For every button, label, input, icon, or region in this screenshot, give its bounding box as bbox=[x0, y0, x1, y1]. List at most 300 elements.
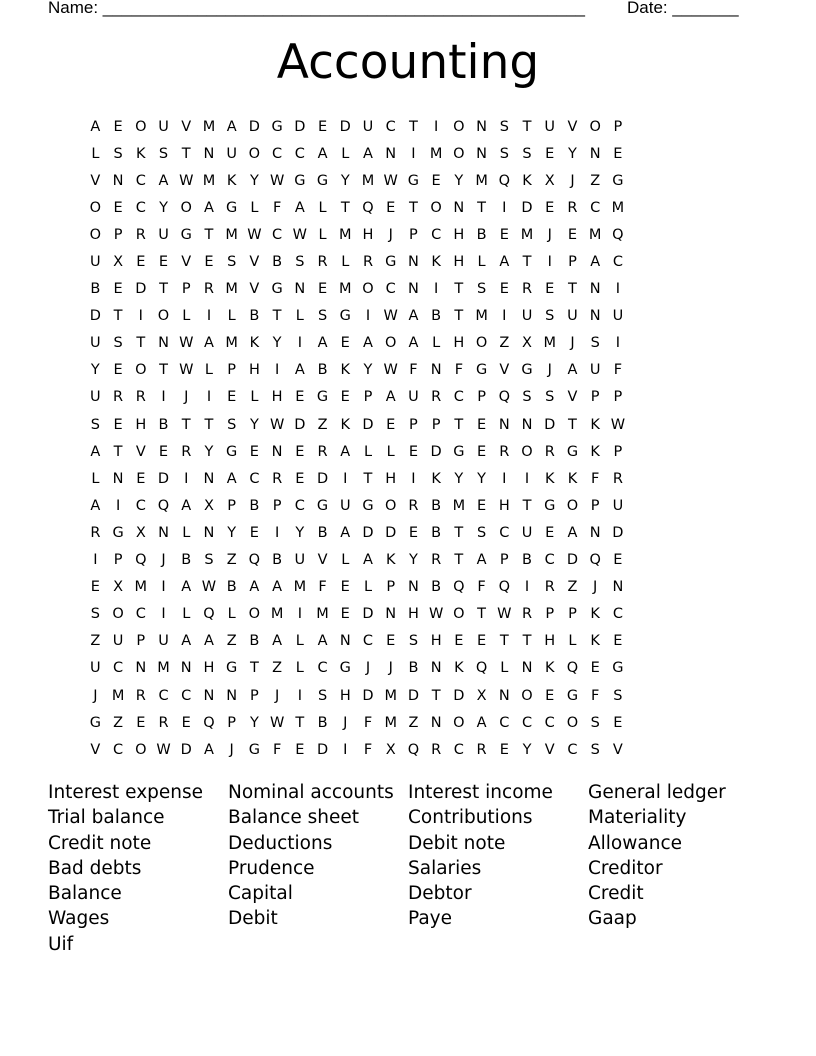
grid-letter: U bbox=[544, 118, 556, 135]
grid-letter: P bbox=[568, 606, 577, 623]
word-list-item: Prudence bbox=[228, 857, 315, 879]
grid-letter: E bbox=[499, 226, 509, 243]
grid-letter: P bbox=[613, 443, 623, 460]
grid-letter: C bbox=[385, 281, 396, 298]
grid-letter: X bbox=[203, 497, 214, 514]
word-list-item: Interest expense bbox=[48, 782, 204, 803]
grid-letter: S bbox=[545, 389, 555, 406]
grid-letter: E bbox=[386, 633, 396, 650]
word-list-item: Trial balance bbox=[48, 807, 165, 829]
grid-letter: M bbox=[202, 172, 216, 189]
grid-letter: A bbox=[385, 389, 396, 406]
grid-letter: P bbox=[613, 118, 623, 135]
grid-letter: L bbox=[250, 199, 259, 216]
grid-letter: R bbox=[317, 443, 328, 460]
grid-letter: O bbox=[135, 118, 147, 135]
grid-letter: G bbox=[271, 281, 283, 298]
grid-letter: G bbox=[544, 497, 556, 514]
grid-letter: H bbox=[407, 606, 419, 623]
word-list-item: Contributions bbox=[408, 807, 533, 829]
grid-letter: M bbox=[588, 226, 602, 243]
grid-letter: K bbox=[340, 362, 351, 379]
grid-letter: W bbox=[201, 579, 217, 596]
grid-letter: H bbox=[430, 633, 442, 650]
grid-letter: O bbox=[453, 714, 465, 731]
grid-letter: V bbox=[249, 281, 260, 298]
word-list-item: Nominal accounts bbox=[228, 782, 394, 803]
grid-letter: U bbox=[521, 524, 533, 541]
grid-letter: Q bbox=[203, 714, 215, 731]
grid-letter: N bbox=[453, 199, 465, 216]
grid-letter: N bbox=[203, 145, 215, 162]
grid-letter: T bbox=[295, 714, 305, 731]
grid-letter: M bbox=[225, 281, 238, 298]
grid-letter: C bbox=[317, 660, 328, 677]
grid-letter: P bbox=[590, 497, 600, 514]
grid-letter: N bbox=[135, 660, 147, 677]
grid-letter: E bbox=[90, 579, 100, 596]
grid-letter: E bbox=[613, 145, 623, 162]
grid-letter: G bbox=[180, 226, 192, 243]
grid-letter: G bbox=[112, 524, 124, 541]
grid-letter: R bbox=[544, 443, 555, 460]
grid-letter: I bbox=[615, 335, 621, 352]
grid-letter: I bbox=[615, 281, 621, 298]
grid-letter: G bbox=[339, 308, 351, 325]
grid-letter: E bbox=[317, 281, 328, 298]
grid-letter: G bbox=[226, 199, 238, 216]
grid-letter: D bbox=[89, 308, 101, 325]
grid-letter: I bbox=[524, 579, 530, 596]
grid-letter: X bbox=[135, 524, 146, 541]
grid-letter: U bbox=[567, 308, 578, 325]
grid-row bbox=[84, 438, 744, 465]
grid-letter: R bbox=[135, 389, 146, 406]
grid-letter: T bbox=[159, 362, 168, 379]
word-list-item: Paye bbox=[408, 908, 452, 930]
grid-letter: Y bbox=[272, 335, 282, 352]
word-list-item: Debtor bbox=[408, 883, 472, 905]
grid-letter: S bbox=[613, 687, 623, 704]
grid-letter: T bbox=[181, 145, 191, 162]
grid-letter: Q bbox=[135, 552, 147, 569]
grid-letter: D bbox=[362, 606, 374, 623]
grid-letter: H bbox=[339, 687, 351, 704]
grid-letter: R bbox=[135, 687, 146, 704]
grid-letter: H bbox=[453, 254, 465, 271]
grid-letter: B bbox=[226, 579, 237, 596]
grid-letter: R bbox=[317, 254, 328, 271]
grid-letter: C bbox=[544, 714, 555, 731]
grid-letter: V bbox=[499, 362, 510, 379]
grid-letter: P bbox=[113, 552, 123, 569]
grid-letter: N bbox=[112, 172, 124, 189]
grid-letter: S bbox=[408, 633, 419, 650]
grid-letter: N bbox=[158, 335, 169, 352]
grid-letter: E bbox=[181, 714, 191, 731]
grid-letter: K bbox=[590, 606, 600, 623]
grid-letter: G bbox=[475, 362, 488, 379]
grid-letter: J bbox=[570, 335, 575, 352]
grid-letter: E bbox=[158, 443, 169, 460]
grid-letter: S bbox=[158, 145, 169, 162]
grid-letter: N bbox=[294, 281, 306, 298]
grid-letter: U bbox=[294, 552, 306, 569]
grid-letter: P bbox=[409, 226, 418, 243]
grid-letter: P bbox=[181, 281, 191, 298]
grid-letter: J bbox=[161, 552, 166, 569]
date-field-label: Date: _______ bbox=[627, 0, 739, 17]
grid-letter: L bbox=[500, 660, 509, 677]
grid-letter: B bbox=[317, 714, 328, 731]
grid-letter: Q bbox=[453, 579, 465, 596]
grid-letter: V bbox=[90, 172, 101, 189]
grid-letter: V bbox=[317, 552, 328, 569]
grid-row bbox=[84, 709, 744, 736]
grid-letter: F bbox=[363, 714, 373, 731]
grid-letter: T bbox=[408, 118, 418, 135]
grid-letter: J bbox=[570, 172, 575, 189]
grid-letter: E bbox=[340, 606, 350, 623]
grid-letter: N bbox=[589, 145, 601, 162]
grid-letter: U bbox=[612, 497, 624, 514]
word-list-item: Interest income bbox=[408, 782, 553, 803]
grid-letter: Q bbox=[407, 741, 420, 758]
grid-letter: M bbox=[361, 172, 375, 189]
grid-letter: T bbox=[181, 416, 191, 433]
grid-letter: U bbox=[90, 660, 101, 677]
grid-letter: N bbox=[476, 145, 487, 162]
grid-letter: M bbox=[270, 606, 284, 623]
grid-letter: P bbox=[590, 389, 600, 406]
grid-letter: N bbox=[271, 443, 283, 460]
grid-letter: H bbox=[385, 470, 397, 487]
grid-letter: M bbox=[339, 281, 352, 298]
grid-letter: B bbox=[431, 579, 442, 596]
grid-letter: A bbox=[226, 470, 237, 487]
word-list-item: Debit bbox=[228, 908, 278, 930]
grid-letter: N bbox=[158, 524, 169, 541]
grid-letter: S bbox=[90, 606, 100, 623]
grid-letter: K bbox=[544, 660, 555, 677]
grid-row bbox=[84, 519, 744, 546]
grid-letter: E bbox=[386, 416, 396, 433]
grid-letter: O bbox=[89, 226, 102, 243]
grid-letter: E bbox=[113, 199, 123, 216]
grid-letter: M bbox=[384, 714, 397, 731]
grid-letter: M bbox=[225, 226, 238, 243]
grid-letter: T bbox=[113, 308, 123, 325]
grid-letter: N bbox=[385, 145, 397, 162]
grid-letter: K bbox=[544, 470, 555, 487]
grid-letter: E bbox=[249, 524, 259, 541]
grid-letter: C bbox=[294, 497, 305, 514]
grid-letter: D bbox=[339, 118, 351, 135]
grid-letter: Y bbox=[249, 714, 259, 731]
grid-letter: Y bbox=[340, 172, 350, 189]
grid-letter: I bbox=[161, 606, 166, 623]
grid-letter: I bbox=[161, 579, 166, 596]
grid-letter: A bbox=[408, 308, 419, 325]
grid-letter: E bbox=[545, 281, 555, 298]
grid-letter: E bbox=[545, 524, 555, 541]
grid-letter: B bbox=[317, 362, 328, 379]
grid-letter: O bbox=[566, 714, 579, 731]
grid-letter: M bbox=[339, 226, 352, 243]
grid-row bbox=[84, 248, 744, 275]
grid-letter: T bbox=[454, 281, 464, 298]
grid-letter: A bbox=[363, 335, 373, 352]
grid-letter: B bbox=[90, 281, 101, 298]
grid-letter: M bbox=[475, 308, 488, 325]
grid-letter: O bbox=[453, 145, 465, 162]
grid-letter: A bbox=[317, 145, 328, 162]
grid-letter: S bbox=[522, 389, 532, 406]
grid-letter: B bbox=[431, 308, 442, 325]
grid-letter: X bbox=[522, 335, 532, 352]
grid-letter: U bbox=[589, 362, 601, 379]
grid-letter: E bbox=[113, 281, 123, 298]
grid-letter: O bbox=[521, 687, 533, 704]
grid-letter: P bbox=[477, 389, 486, 406]
grid-letter: V bbox=[567, 118, 578, 135]
grid-letter: L bbox=[341, 145, 350, 162]
grid-letter: B bbox=[476, 226, 487, 243]
grid-letter: C bbox=[135, 199, 146, 216]
grid-letter: V bbox=[249, 254, 260, 271]
grid-letter: B bbox=[272, 552, 283, 569]
grid-letter: E bbox=[613, 633, 623, 650]
grid-letter: P bbox=[409, 416, 418, 433]
grid-letter: A bbox=[476, 714, 487, 731]
word-search-grid bbox=[84, 113, 744, 763]
grid-letter: Z bbox=[113, 714, 124, 731]
grid-letter: L bbox=[182, 524, 191, 541]
grid-letter: P bbox=[250, 687, 259, 704]
grid-letter: Z bbox=[567, 579, 578, 596]
grid-row bbox=[84, 167, 744, 194]
grid-letter: N bbox=[589, 524, 601, 541]
word-list-item: Deductions bbox=[228, 832, 333, 854]
grid-letter: E bbox=[227, 389, 237, 406]
grid-letter: Z bbox=[590, 172, 601, 189]
grid-letter: Y bbox=[90, 362, 100, 379]
grid-letter: I bbox=[274, 524, 280, 541]
grid-letter: U bbox=[408, 389, 419, 406]
grid-letter: I bbox=[365, 308, 371, 325]
grid-row bbox=[84, 492, 744, 519]
grid-letter: C bbox=[272, 145, 283, 162]
grid-letter: K bbox=[590, 416, 600, 433]
grid-letter: A bbox=[340, 524, 351, 541]
grid-letter: A bbox=[203, 335, 214, 352]
grid-letter: A bbox=[90, 118, 101, 135]
grid-letter: J bbox=[229, 741, 234, 758]
grid-letter: U bbox=[158, 633, 169, 650]
grid-row bbox=[84, 601, 744, 628]
grid-letter: C bbox=[362, 633, 374, 650]
grid-letter: E bbox=[295, 741, 305, 758]
grid-letter: I bbox=[502, 199, 507, 216]
grid-letter: I bbox=[184, 470, 189, 487]
grid-letter: S bbox=[590, 335, 600, 352]
word-list-item: Credit bbox=[588, 883, 644, 905]
grid-letter: V bbox=[567, 389, 578, 406]
grid-letter: T bbox=[431, 687, 441, 704]
grid-letter: T bbox=[272, 308, 282, 325]
grid-letter: O bbox=[135, 741, 147, 758]
grid-letter: A bbox=[226, 118, 237, 135]
grid-letter: N bbox=[521, 660, 533, 677]
grid-letter: O bbox=[475, 335, 488, 352]
grid-letter: L bbox=[318, 199, 327, 216]
grid-row bbox=[84, 140, 744, 167]
grid-letter: V bbox=[90, 741, 101, 758]
grid-letter: A bbox=[363, 552, 373, 569]
grid-letter: N bbox=[203, 470, 215, 487]
grid-letter: Z bbox=[90, 633, 101, 650]
grid-letter: B bbox=[431, 497, 442, 514]
grid-letter: P bbox=[545, 606, 555, 623]
grid-letter: E bbox=[476, 416, 487, 433]
grid-letter: I bbox=[115, 497, 121, 514]
grid-letter: D bbox=[385, 524, 397, 541]
grid-letter: A bbox=[408, 335, 419, 352]
grid-letter: G bbox=[453, 443, 465, 460]
grid-letter: O bbox=[566, 497, 579, 514]
grid-row bbox=[84, 330, 744, 357]
grid-letter: Y bbox=[408, 552, 418, 569]
grid-row bbox=[84, 113, 744, 140]
grid-letter: C bbox=[521, 714, 533, 731]
grid-letter: W bbox=[292, 226, 307, 243]
grid-letter: N bbox=[226, 687, 238, 704]
grid-letter: N bbox=[180, 660, 192, 677]
grid-letter: H bbox=[453, 335, 465, 352]
grid-letter: E bbox=[431, 172, 441, 189]
grid-letter: T bbox=[568, 281, 577, 298]
grid-letter: J bbox=[93, 687, 98, 704]
grid-letter: P bbox=[272, 497, 282, 514]
grid-letter: Y bbox=[295, 524, 305, 541]
grid-letter: I bbox=[274, 362, 280, 379]
grid-letter: Y bbox=[454, 470, 464, 487]
grid-letter: E bbox=[113, 118, 123, 135]
grid-letter: E bbox=[249, 443, 259, 460]
grid-letter: C bbox=[272, 226, 283, 243]
grid-letter: V bbox=[181, 254, 192, 271]
grid-letter: I bbox=[206, 389, 212, 406]
grid-letter: R bbox=[203, 281, 214, 298]
grid-letter: G bbox=[566, 687, 579, 704]
grid-letter: M bbox=[429, 145, 443, 162]
grid-row bbox=[84, 357, 744, 384]
grid-letter: D bbox=[362, 687, 374, 704]
grid-letter: N bbox=[407, 579, 419, 596]
grid-row bbox=[84, 655, 744, 682]
grid-letter: Y bbox=[477, 470, 486, 487]
grid-letter: C bbox=[453, 741, 464, 758]
grid-letter: I bbox=[297, 606, 302, 623]
grid-letter: D bbox=[157, 470, 170, 487]
grid-letter: C bbox=[431, 226, 442, 243]
grid-letter: U bbox=[112, 633, 124, 650]
grid-letter: J bbox=[274, 687, 280, 704]
grid-letter: J bbox=[547, 226, 552, 243]
grid-letter: L bbox=[318, 226, 327, 243]
grid-letter: W bbox=[269, 416, 285, 433]
grid-letter: B bbox=[408, 660, 419, 677]
grid-letter: M bbox=[202, 118, 216, 135]
grid-letter: L bbox=[477, 254, 486, 271]
grid-letter: V bbox=[544, 741, 555, 758]
grid-letter: O bbox=[589, 118, 601, 135]
grid-letter: J bbox=[365, 660, 371, 677]
grid-letter: D bbox=[248, 118, 260, 135]
grid-letter: W bbox=[383, 172, 398, 189]
grid-letter: R bbox=[158, 714, 169, 731]
grid-letter: B bbox=[158, 416, 169, 433]
grid-letter: U bbox=[90, 389, 101, 406]
grid-letter: F bbox=[272, 199, 282, 216]
grid-letter: U bbox=[158, 226, 169, 243]
word-list-item: Balance sheet bbox=[228, 807, 360, 829]
grid-letter: Q bbox=[589, 552, 601, 569]
grid-letter: B bbox=[522, 552, 532, 569]
grid-letter: E bbox=[340, 335, 350, 352]
grid-letter: E bbox=[136, 470, 146, 487]
grid-letter: N bbox=[521, 416, 533, 433]
word-list-item: Materiality bbox=[588, 807, 687, 829]
grid-letter: M bbox=[384, 687, 397, 704]
grid-letter: C bbox=[113, 741, 124, 758]
grid-letter: L bbox=[227, 606, 236, 623]
grid-letter: C bbox=[135, 497, 146, 514]
grid-letter: G bbox=[566, 443, 579, 460]
grid-letter: Y bbox=[568, 145, 577, 162]
grid-letter: C bbox=[249, 470, 260, 487]
grid-letter: B bbox=[249, 497, 260, 514]
grid-letter: N bbox=[430, 660, 442, 677]
grid-letter: B bbox=[272, 254, 283, 271]
grid-letter: S bbox=[204, 552, 214, 569]
grid-letter: E bbox=[499, 281, 509, 298]
grid-letter: E bbox=[113, 416, 123, 433]
grid-letter: A bbox=[363, 145, 373, 162]
grid-letter: Q bbox=[362, 199, 374, 216]
grid-letter: G bbox=[339, 660, 351, 677]
word-list-item: Wages bbox=[48, 908, 110, 930]
grid-row bbox=[84, 411, 744, 438]
grid-letter: C bbox=[294, 145, 305, 162]
grid-letter: G bbox=[316, 172, 329, 189]
grid-letter: L bbox=[432, 335, 441, 352]
grid-letter: V bbox=[135, 443, 146, 460]
grid-letter: X bbox=[113, 254, 124, 271]
word-list-item: Gaap bbox=[588, 908, 637, 930]
grid-letter: R bbox=[612, 470, 623, 487]
grid-letter: U bbox=[90, 254, 101, 271]
grid-letter: U bbox=[339, 497, 351, 514]
grid-letter: C bbox=[181, 687, 192, 704]
grid-letter: N bbox=[407, 254, 419, 271]
grid-letter: C bbox=[453, 389, 464, 406]
grid-letter: L bbox=[91, 470, 100, 487]
grid-letter: G bbox=[385, 254, 397, 271]
grid-letter: E bbox=[158, 254, 169, 271]
grid-letter: Z bbox=[317, 416, 328, 433]
grid-letter: I bbox=[297, 335, 302, 352]
